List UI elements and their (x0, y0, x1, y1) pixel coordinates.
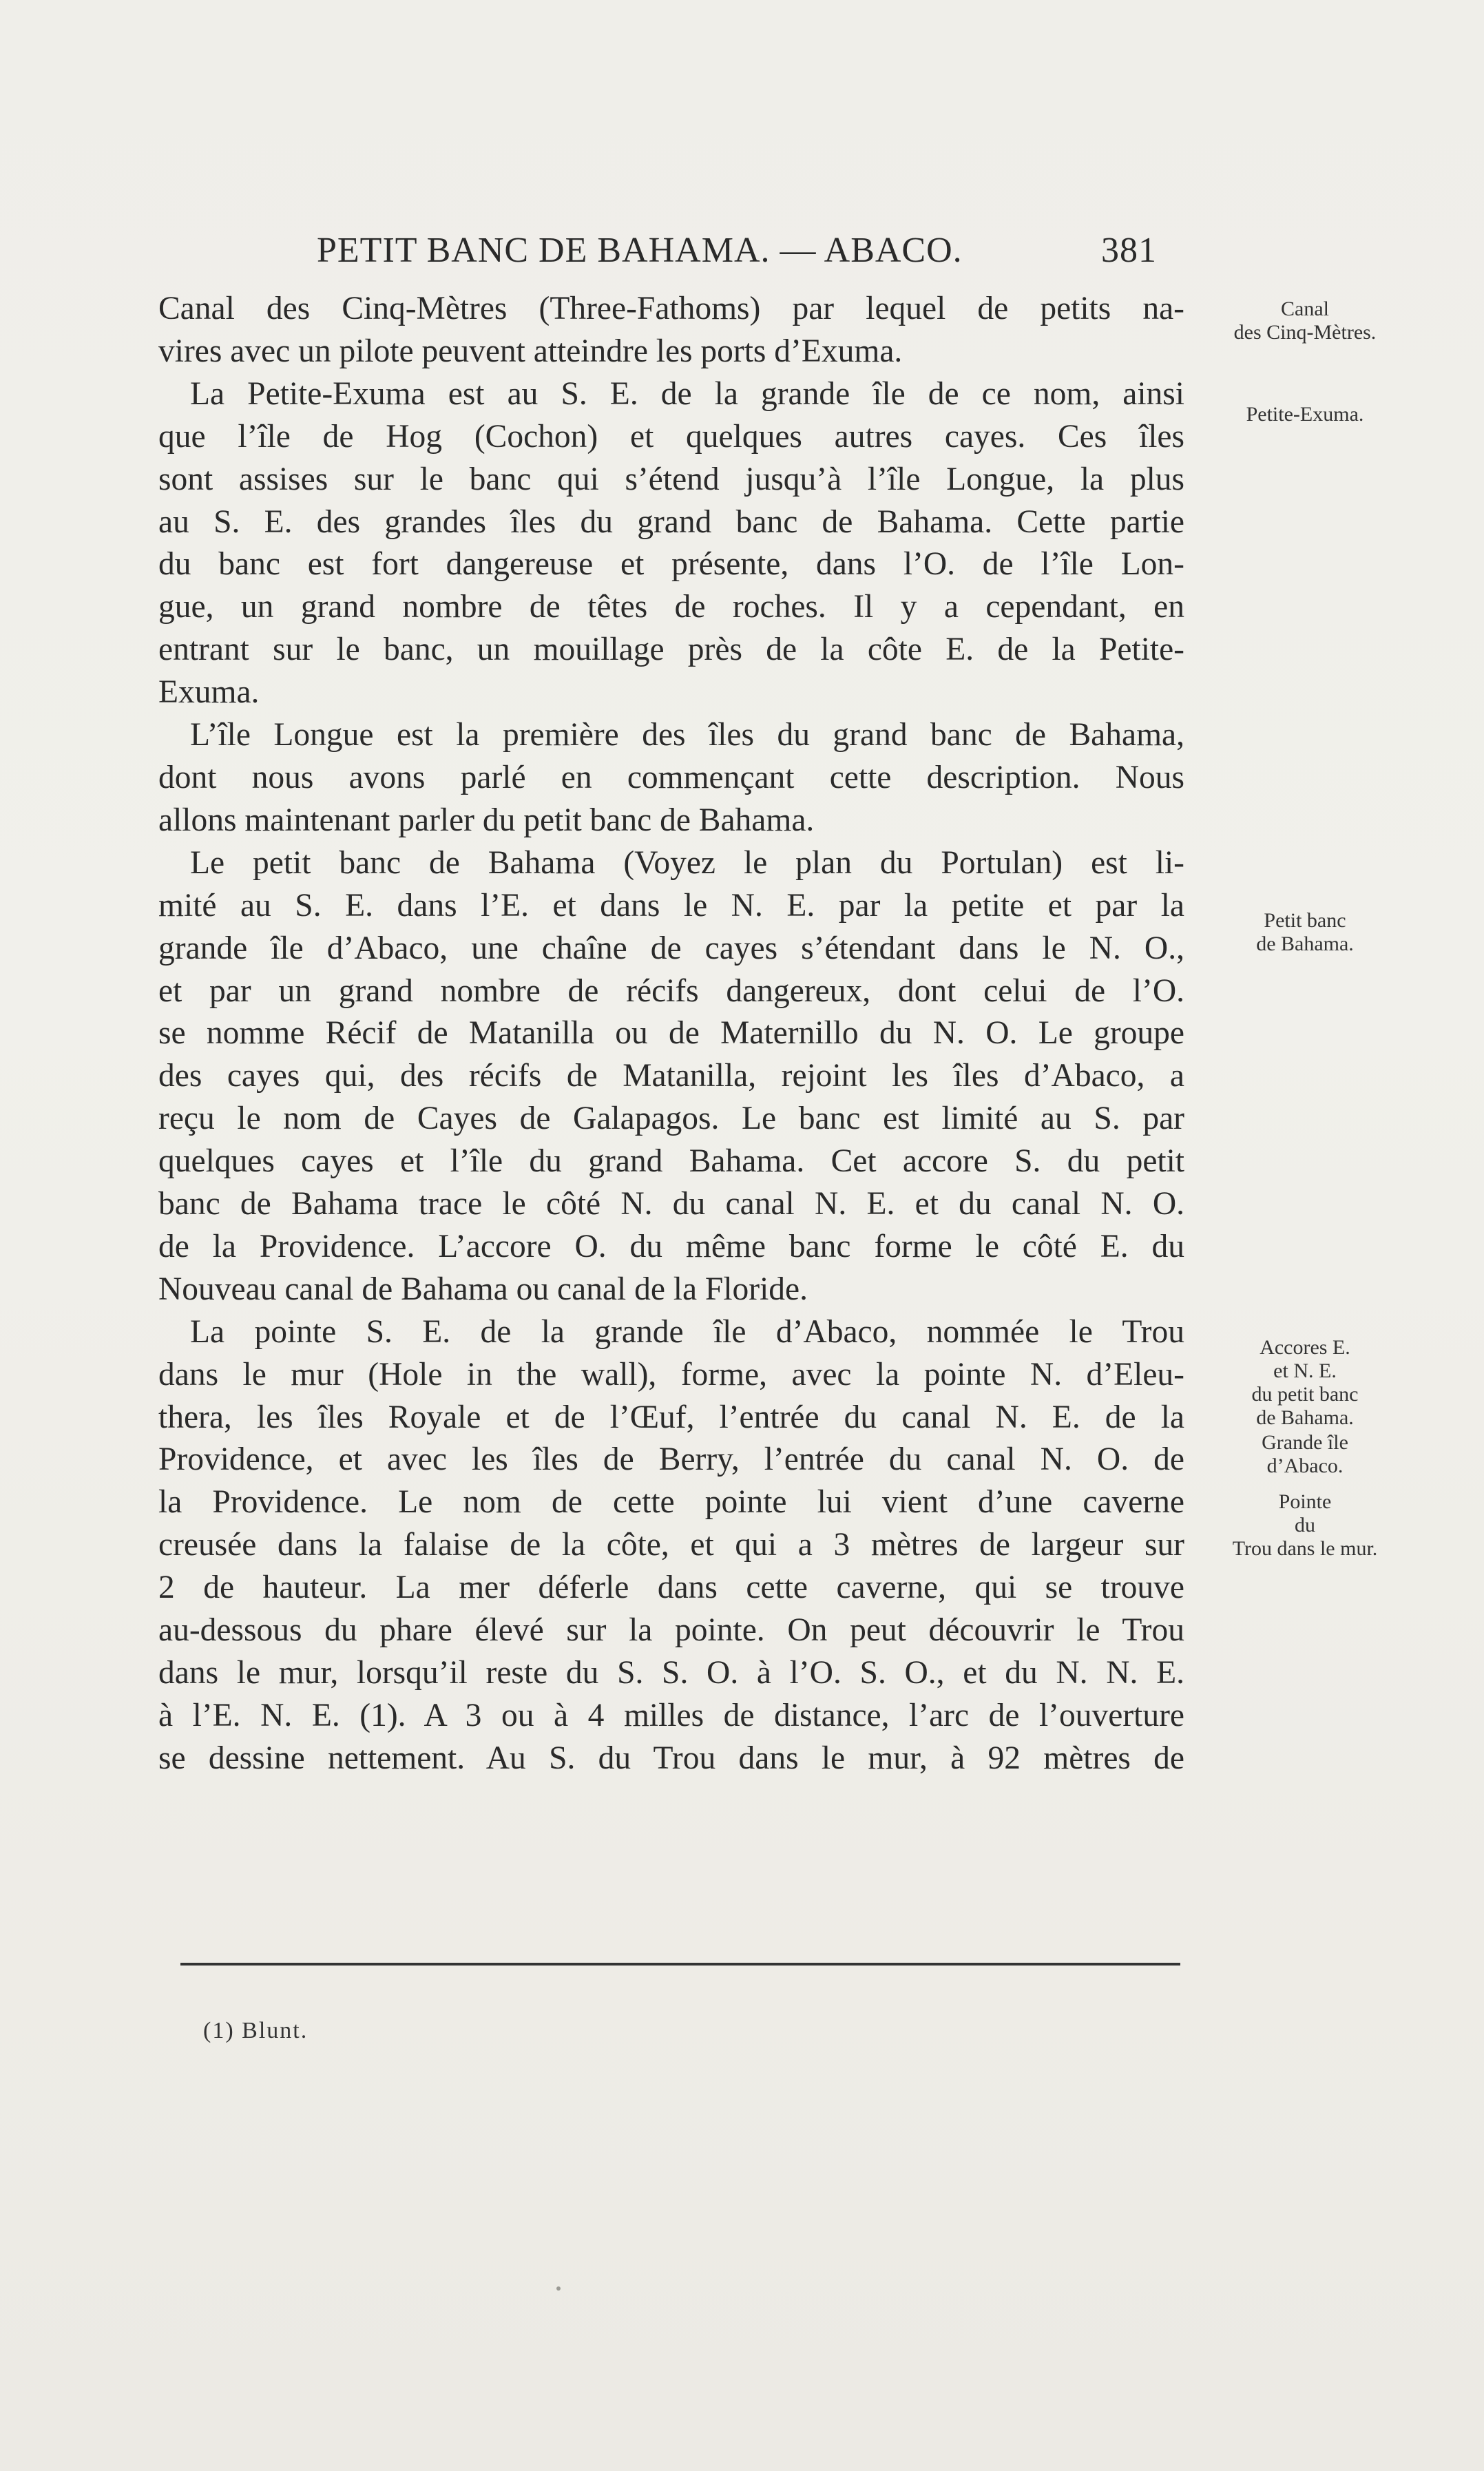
margin-note-line: de Bahama. (1256, 1406, 1354, 1429)
footnote: (1) Blunt. (203, 2018, 309, 2043)
text-line: dont nous avons parlé en commençant cette description. Nous (158, 759, 1184, 795)
margin-note-line: et N. E. (1273, 1359, 1337, 1382)
text-line: vires avec un pilote peuvent atteindre les ports d’Exuma. (158, 333, 903, 369)
margin-note-line: du (1295, 1514, 1315, 1536)
text-line: La pointe S. E. de la grande île d’Abaco, nommée le Trou (190, 1313, 1184, 1350)
margin-note-line: Trou dans le mur. (1232, 1537, 1378, 1560)
margin-note-line: Petite-Exuma. (1246, 403, 1364, 426)
text-line: au S. E. des grandes îles du grand banc de Bahama. Cette partie (158, 503, 1184, 540)
text-line: allons maintenant parler du petit banc de Bahama. (158, 802, 815, 838)
text-line: Providence, et avec les îles de Berry, l’entrée du canal N. O. de (158, 1441, 1184, 1478)
margin-note-line: Canal (1281, 298, 1329, 320)
margin-note-canal (1195, 298, 1415, 344)
text-line: Exuma. (158, 674, 260, 711)
text-line: L’île Longue est la première des îles du grand banc de Bahama, (190, 717, 1184, 753)
margin-note-line: du petit banc (1251, 1383, 1359, 1406)
page-header (317, 230, 1157, 278)
text-line: entrant sur le banc, un mouillage près de la côte E. de la Petite- (158, 632, 1184, 668)
text-line: se nomme Récif de Matanilla ou de Maternillo du N. O. Le groupe (158, 1015, 1184, 1052)
text-line: creusée dans la falaise de la côte, et qui a 3 mètres de largeur sur (158, 1527, 1184, 1563)
footnote-rule (180, 1963, 1180, 1966)
text-line: des cayes qui, des récifs de Matanilla, rejoint les îles d’Abaco, a (158, 1058, 1184, 1094)
text-line: Canal des Cinq-Mètres (Three-Fathoms) par lequel de petits na- (158, 291, 1184, 326)
margin-note-petite-exuma (1195, 403, 1415, 426)
text-line: La Petite-Exuma est au S. E. de la grande île de ce nom, ainsi (190, 375, 1184, 412)
text-line: 2 de hauteur. La mer déferle dans cette caverne, qui se trouve (158, 1570, 1184, 1606)
text-line: mité au S. E. dans l’E. et dans le N. E. par la petite et par la (158, 887, 1184, 924)
text-line: banc de Bahama trace le côté N. du canal N. E. et du canal N. O. (158, 1186, 1184, 1222)
text-line: Nouveau canal de Bahama ou canal de la Floride. (158, 1271, 808, 1307)
text-line: que l’île de Hog (Cochon) et quelques autres cayes. Ces îles (158, 418, 1184, 455)
body-text (158, 288, 1184, 1780)
text-line: de la Providence. L’accore O. du même banc forme le côté E. du (158, 1228, 1184, 1264)
margin-note-line: Pointe (1278, 1490, 1332, 1513)
running-title: PETIT BANC DE BAHAMA. — ABACO. (317, 231, 963, 270)
margin-note-pointe (1195, 1490, 1415, 1561)
text-line: à l’E. N. E. (1). A 3 ou à 4 milles de distance, l’arc de l’ouverture (158, 1697, 1184, 1733)
text-line: au-dessous du phare élevé sur la pointe. On peut découvrir le Trou (158, 1612, 1184, 1649)
text-line: gue, un grand nombre de têtes de roches. Il y a cependant, en (158, 589, 1184, 625)
margin-note-line: Petit banc (1264, 909, 1346, 932)
text-line: quelques cayes et l’île du grand Bahama. Cet accore S. du petit (158, 1143, 1184, 1180)
paper-speck (556, 2286, 561, 2291)
margin-note-line: d’Abaco. (1266, 1455, 1344, 1477)
margin-note-line: des Cinq-Mètres. (1233, 321, 1377, 344)
text-line: dans le mur (Hole in the wall), forme, avec la pointe N. d’Eleu- (158, 1356, 1184, 1393)
text-line: reçu le nom de Cayes de Galapagos. Le banc est limité au S. par (158, 1101, 1184, 1137)
margin-note-line: Grande île (1262, 1431, 1348, 1454)
text-line: dans le mur, lorsqu’il reste du S. S. O. à l’O. S. O., et du N. N. E. (158, 1655, 1184, 1691)
text-line: du banc est fort dangereuse et présente, dans l’O. de l’île Lon- (158, 546, 1184, 583)
margin-note-petit-banc (1195, 909, 1415, 956)
text-line: la Providence. Le nom de cette pointe lui vient d’une caverne (158, 1484, 1184, 1521)
text-line: thera, les îles Royale et de l’Œuf, l’entrée du canal N. E. de la (158, 1399, 1184, 1435)
text-line: Le petit banc de Bahama (Voyez le plan du Portulan) est li- (190, 844, 1184, 881)
text-line: et par un grand nombre de récifs dangereux, dont celui de l’O. (158, 972, 1184, 1009)
text-line: sont assises sur le banc qui s’étend jusqu’à l’île Longue, la plus (158, 461, 1184, 497)
page-number: 381 (1101, 231, 1157, 270)
margin-note-accores (1195, 1336, 1415, 1430)
text-line: grande île d’Abaco, une chaîne de cayes s’étendant dans le N. O., (158, 930, 1184, 966)
text-line: se dessine nettement. Au S. du Trou dans le mur, à 92 mètres de (158, 1740, 1184, 1776)
margin-note-grande-ile (1195, 1431, 1415, 1478)
margin-note-line: Accores E. (1260, 1336, 1350, 1359)
margin-note-line: de Bahama. (1256, 932, 1354, 955)
